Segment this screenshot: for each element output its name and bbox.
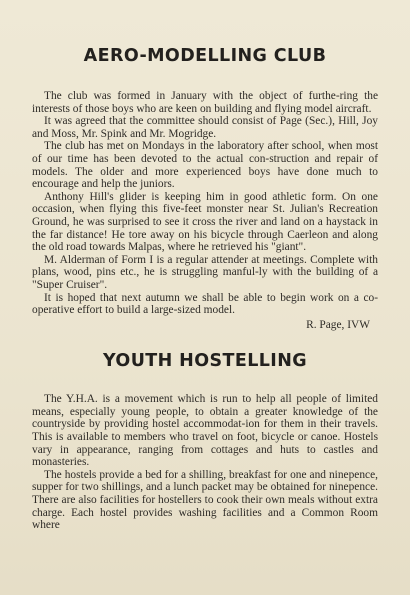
paragraph-yha-movement: The Y.H.A. is a movement which is run to help all people of limited means, especially young people, to obtain a greater knowledge of the countryside by providing hostel accommodat-ion for them in their travels. This is available to members who travel on foot, bicycle or canoe. Hostels vary in appearance, ranging from cottages and huts to castles and monasteries.	[32, 393, 378, 469]
signature-r-page: R. Page, IVW	[306, 318, 370, 331]
paragraph-club-formed: The club was formed in January with the object of furthe-ring the interests of those boys who are keen on building and flying model aircraft.	[32, 90, 378, 115]
paragraph-anthony-hill-glider: Anthony Hill's glider is keeping him in good athletic form. On one occasion, when flying this five-feet monster near St. Julian's Recreation Ground, he was surprised to see it cross the river and land on a haystack in the far distance! He tore away on his bicycle through Caerleon and along the old road towards Malpas, where he retrieved his "giant".	[32, 190, 378, 254]
paragraph-next-autumn: It is hoped that next autumn we shall be able to begin work on a co-operative effort to build a large-sized model.	[32, 291, 378, 317]
paragraph-meetings: The club has met on Mondays in the laboratory after school, when most of our time has been devoted to the actual con-struction and repair of models. The older and more experienced boys have done much to encourage and help the juniors.	[32, 140, 378, 191]
section-title-youth-hostelling: YOUTH HOSTELLING	[102, 351, 308, 372]
page-content	[32, 46, 378, 532]
paragraph-alderman: M. Alderman of Form I is a regular attender at meetings. Complete with plans, wood, pins etc., he is struggling manful-ly with the building of a "Super Cruiser".	[32, 253, 378, 291]
paragraph-committee: It was agreed that the committee should consist of Page (Sec.), Hill, Joy and Moss, Mr. Spink and Mr. Mogridge.	[32, 115, 378, 140]
section-title-aero-modelling-club: AERO-MODELLING CLUB	[83, 46, 327, 66]
paragraph-hostel-prices: The hostels provide a bed for a shilling, breakfast for one and ninepence, supper for two shillings, and a lunch packet may be obtained for ninepence. There are also facilities for hostellers to cook their own meals without extra charge. Each hostel provides washing facilities and a Common Room where	[32, 468, 378, 532]
